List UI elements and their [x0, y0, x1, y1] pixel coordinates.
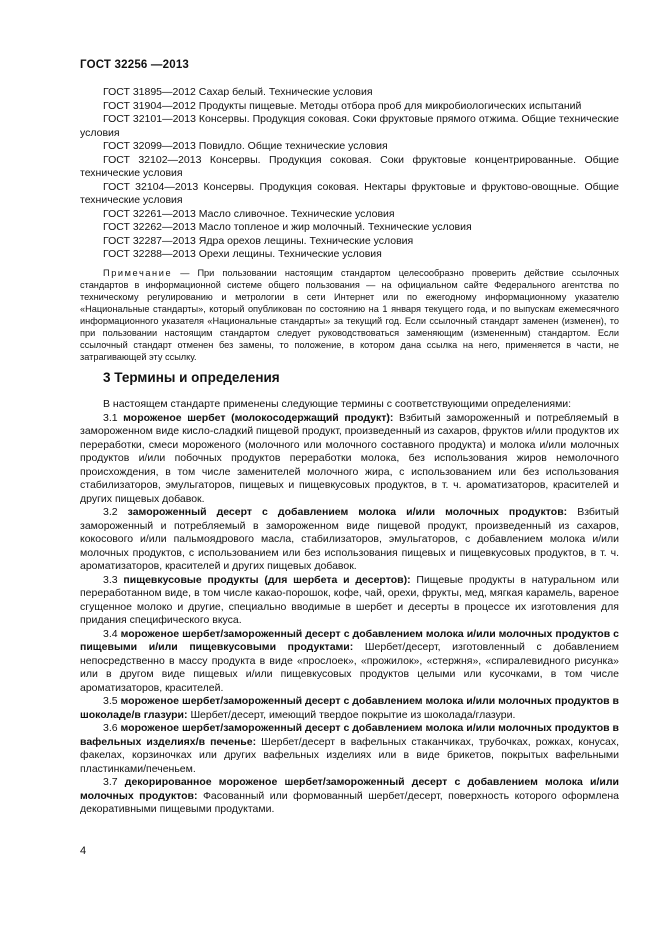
term-entry [80, 506, 619, 574]
term-number: 3.3 [103, 573, 118, 586]
term-number: 3.5 [103, 695, 118, 707]
term-definition: Взбитый замороженный и потребляемый в замороженном виде кисло-сладкий пищевой продукт, произведенный из сахаров, фруктов и/или продуктов их переработки, смеси мороженого (молочного или молочного составного продукта) и молока и/или молочных продуктов и/или побочных продуктов переработки молока, без использования жиров немолочного происхождения, в том числе заменителей молочного жира, с использованием или без использования стабилизаторов, эмульгаторов, пищевых и пищевкусовых продуктов, в т. ч. ароматизаторов, красителей и других пищевых добавок. [80, 411, 620, 505]
page-number: 4 [80, 845, 87, 857]
term-name: пищевкусовые продукты (для шербета и десертов): [123, 573, 411, 586]
term-name: мороженое шербет/замороженный десерт с добавлением молока и/или молочных продуктов в вафельных изделиях/в печенье: [80, 722, 619, 748]
term-definition: Шербет/десерт, изготовленный с добавлением непосредственно в массу продукта в виде «прослоек», «прожилок», «стержня», «спиралевидного рисунка» или в другом виде пищевых и/или пищевкусовых продуктов целыми или кусочками, в том числе ароматизаторов, красителей. [80, 641, 619, 694]
note-block [80, 267, 619, 363]
reference-item: ГОСТ 31895—2012 Сахар белый. Технические условия [103, 86, 373, 98]
term-entry [80, 412, 619, 507]
section-intro: В настоящем стандарте применены следующие термины с соответствующими определениями: [103, 398, 572, 410]
term-number: 3.1 [103, 411, 118, 424]
reference-item: ГОСТ 32099—2013 Повидло. Общие технические условия [103, 140, 388, 152]
document-code-header: ГОСТ 32256 —2013 [80, 59, 190, 71]
normative-references-list [80, 86, 619, 262]
term-entry [80, 695, 619, 722]
term-definition: Шербет/десерт, имеющий твердое покрытие из шоколада/глазури. [190, 708, 516, 721]
note-text: — При пользовании настоящим стандартом целесообразно проверить действие ссылочных стандартов в информационной системе общего пользования — на официальном сайте Федерального агентства по техническому регулированию и метрологии в сети Интернет или по ежегодному информационному указателю «Национальные стандарты», который опубликован по состоянию на 1 января текущего года, и по выпускам ежемесячного информационного указателя «Национальные стандарты» за текущий год. Если ссылочный стандарт заменен (изменен), то при пользовании настоящим стандартом следует руководствоваться заменяющим (измененным) стандартом. Если ссылочный стандарт отменен без замены, то положение, в котором дана ссылка на него, применяется в части, не затрагивающей эту ссылку. [80, 268, 619, 362]
reference-item: ГОСТ 32261—2013 Масло сливочное. Технические условия [103, 207, 395, 220]
term-definition: Фасованный или формованный шербет/десерт, поверхность которого оформлена декоративными пищевыми продуктами. [80, 789, 619, 815]
terms-definitions [80, 398, 619, 817]
term-entry [80, 628, 619, 696]
term-number: 3.4 [103, 627, 118, 640]
term-definition: Шербет/десерт в вафельных стаканчиках, трубочках, рожках, конусах, факелах, корзиночках или других вафельных изделиях или в виде брикетов, покрытых вафельными пластинками/печеньем. [80, 735, 619, 775]
term-entry [80, 722, 619, 776]
reference-item: ГОСТ 32262—2013 Масло топленое и жир молочный. Технические условия [103, 221, 472, 233]
reference-item: ГОСТ 32102—2013 Консервы. Продукция соковая. Соки фруктовые концентрированные. Общие технические условия [80, 153, 619, 179]
term-name: замороженный десерт с добавлением молока и/или молочных продуктов: [127, 506, 568, 518]
term-name: мороженое шербет/замороженный десерт с добавлением молока и/или молочных продуктов в шоколаде/в глазури: [80, 695, 619, 721]
term-name: мороженое шербет/замороженный десерт с добавлением молока и/или молочных продуктов с пищевыми и/или пищевкусовыми продуктами: [80, 627, 619, 653]
term-number: 3.7 [103, 776, 118, 788]
reference-item: ГОСТ 32288—2013 Орехи лещины. Технические условия [103, 248, 382, 260]
term-name: мороженое шербет (молокосодержащий продукт): [123, 411, 394, 424]
term-definition: Взбитый замороженный и потребляемый в замороженном виде пищевой продукт, произведенный из сахаров, кокосового и/или пальмоядрового масла, стабилизаторов, эмульгаторов, с добавлением молока и/или молочных продуктов, с использованием или без использования пищевых и пищевкусовых продуктов, в т. ч. ароматизаторов, красителей и других пищевых добавок. [80, 506, 619, 572]
reference-item: ГОСТ 32287—2013 Ядра орехов лещины. Технические условия [103, 234, 414, 247]
term-name: декорированное мороженое шербет/замороженный десерт с добавлением молока и/или молочных продуктов: [80, 776, 619, 802]
term-number: 3.2 [103, 506, 118, 518]
note-label: Примечание [103, 268, 173, 278]
section-title: 3 Термины и определения [103, 370, 280, 385]
reference-item: ГОСТ 32104—2013 Консервы. Продукция соковая. Нектары фруктовые и фруктово-овощные. Общие технические условия [80, 180, 619, 206]
term-entry [80, 776, 619, 817]
reference-item: ГОСТ 31904—2012 Продукты пищевые. Методы отбора проб для микробиологических испытаний [103, 99, 582, 112]
term-definition: Пищевые продукты в натуральном или переработанном виде, в том числе какао-порошок, кофе, чай, орехи, фрукты, мед, мягкая карамель, вареное сгущенное молоко и другие, специально вводимые в шербет и десерты в процессе их изготовления для придания специфического вкуса. [80, 573, 619, 626]
term-number: 3.6 [103, 722, 118, 734]
term-entry [80, 574, 619, 628]
reference-item: ГОСТ 32101—2013 Консервы. Продукция соковая. Соки фруктовые прямого отжима. Общие технические условия [80, 113, 619, 139]
